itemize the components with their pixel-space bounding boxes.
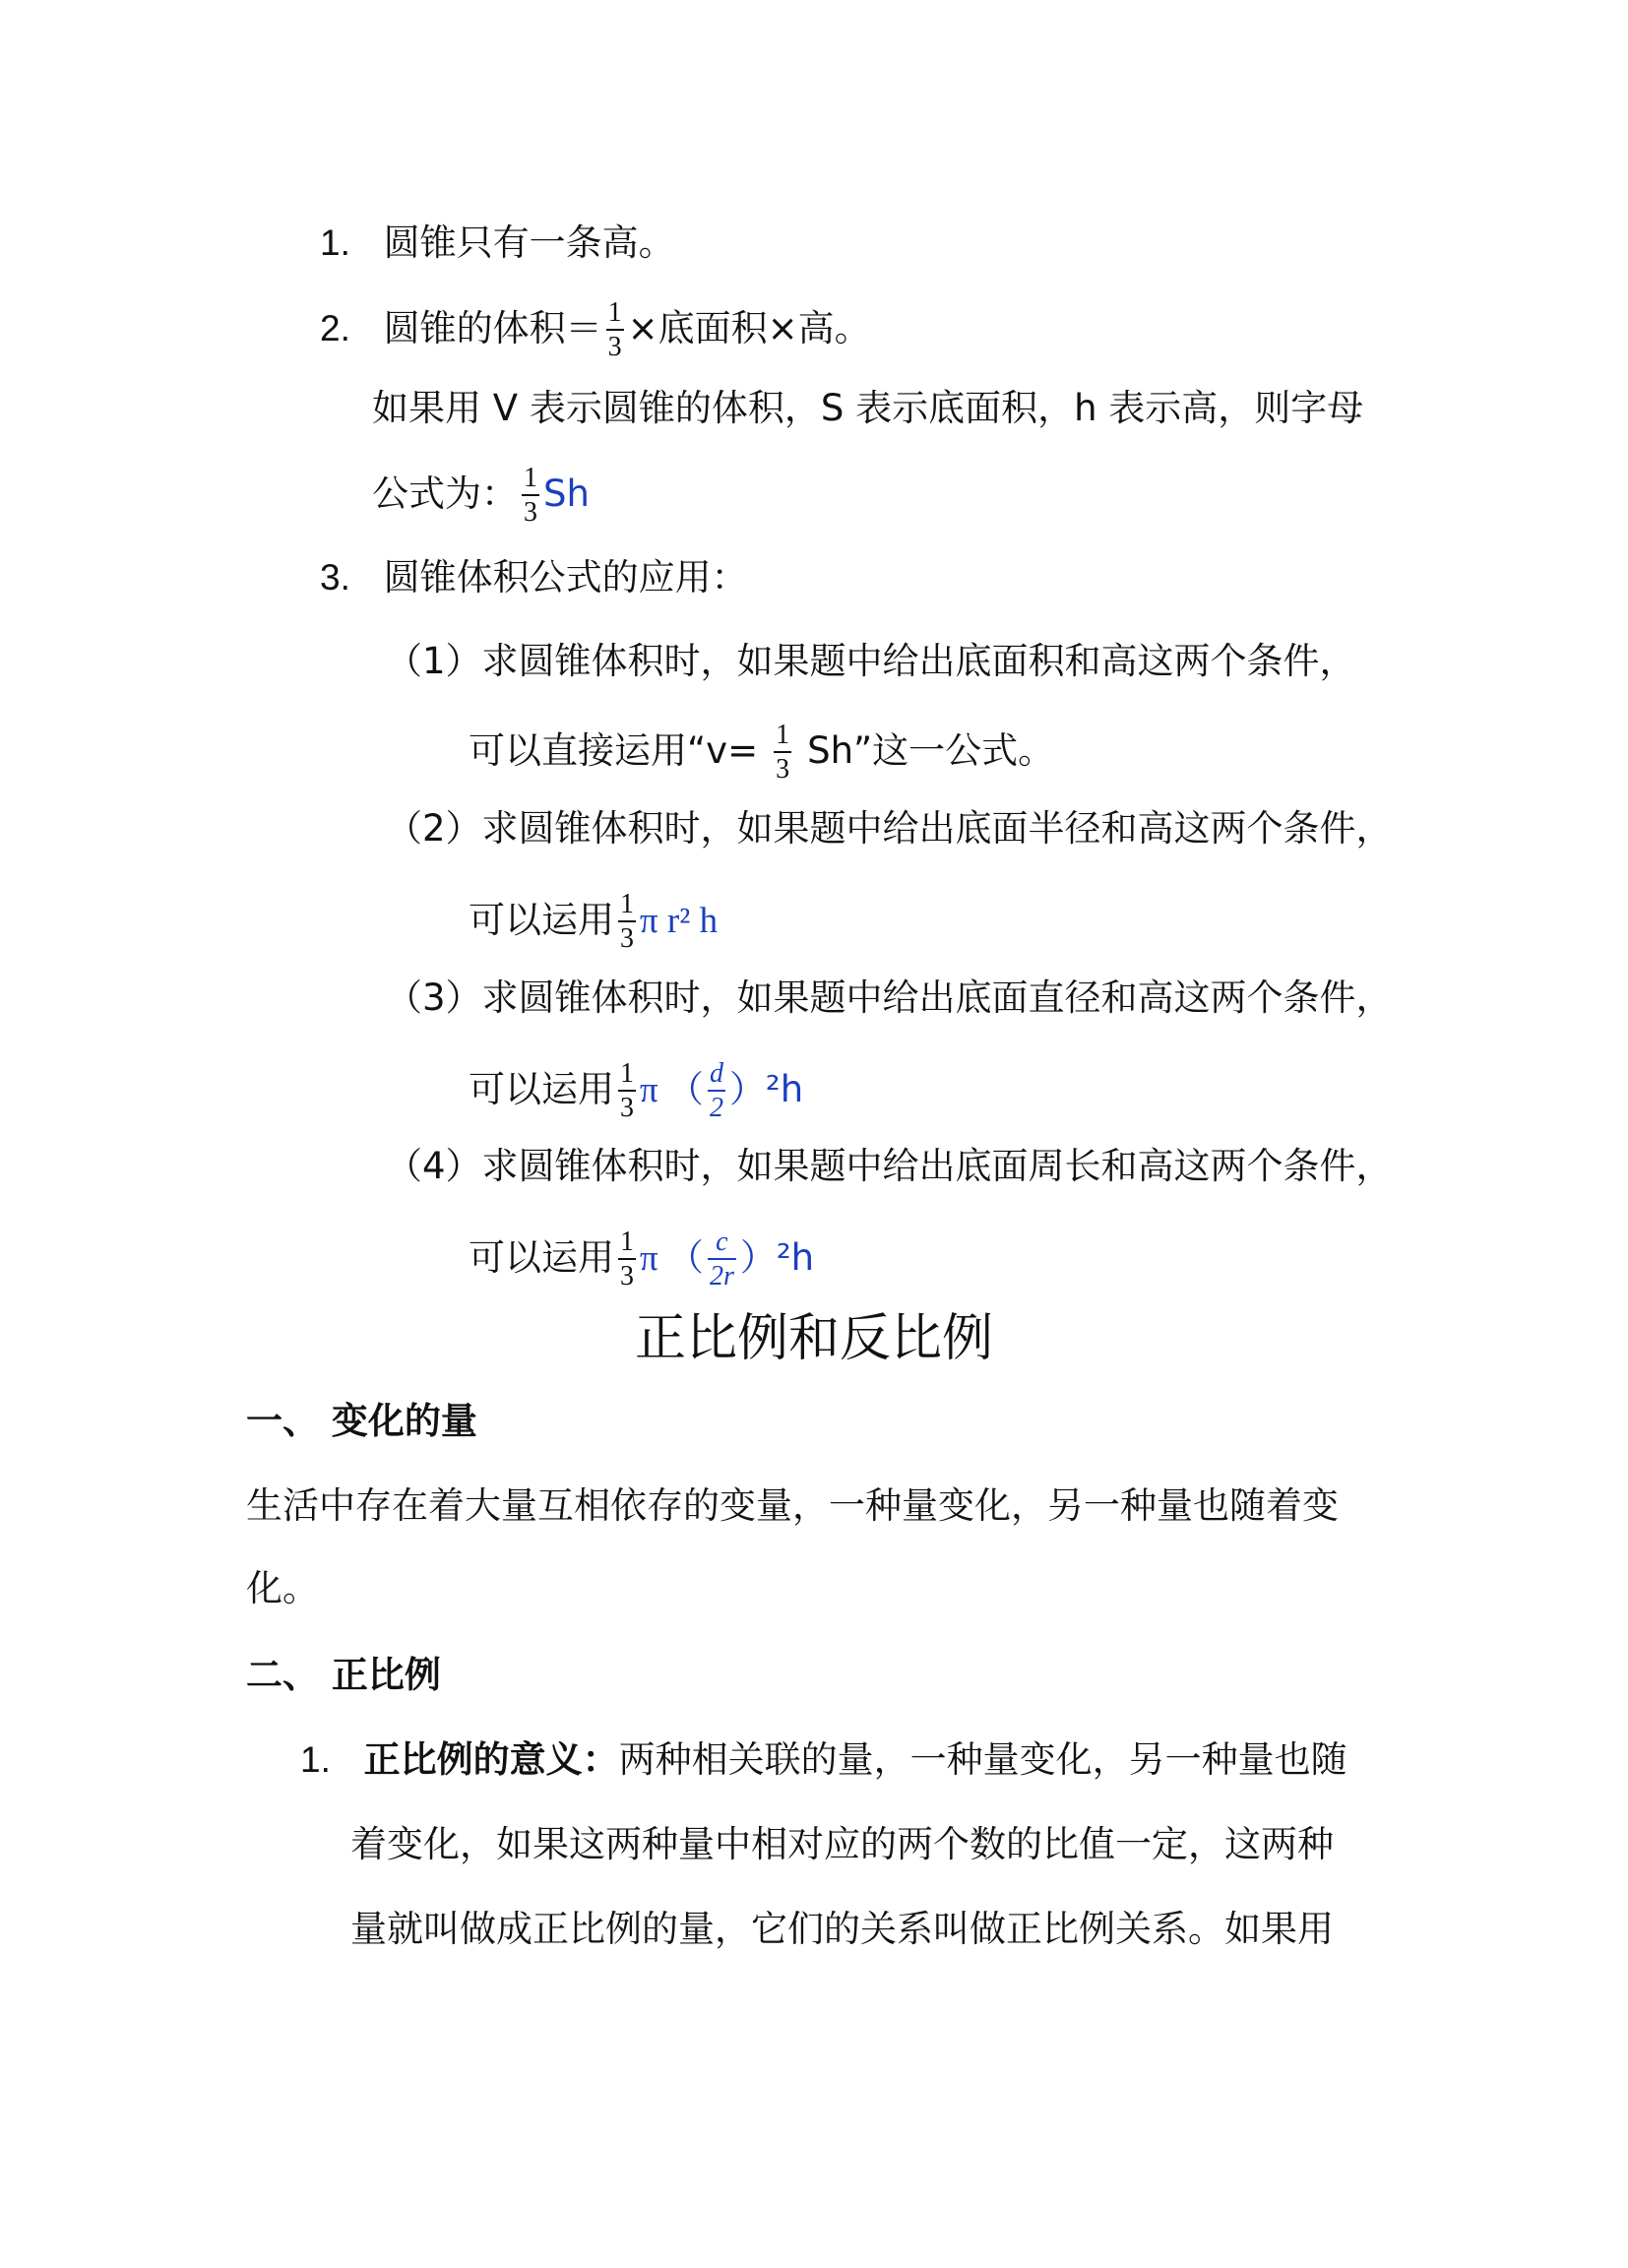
application-1-line-2: 可以直接运用“v= $\frac{1}{3}$ Sh”这一公式。 xyxy=(469,720,1055,785)
item-text-post: ×底面积×高。 xyxy=(627,307,871,349)
section-2-item-1-line-3: 量就叫做成正比例的量，它们的关系叫做正比例关系。如果用 xyxy=(350,1908,1334,1950)
fraction-one-third: $\frac{1}{3}$ xyxy=(776,720,790,785)
fraction-d-over-2: $\frac{d}{2}$ xyxy=(709,1058,723,1123)
section-1-paragraph-line-1: 生活中存在着大量互相依存的变量，一种量变化，另一种量也随着变 xyxy=(246,1484,1339,1527)
section-2-heading: 二、 正比例 xyxy=(246,1654,441,1696)
section-1-paragraph-line-2: 化。 xyxy=(246,1567,319,1609)
term-label: 正比例的意义： xyxy=(363,1738,619,1781)
fraction-one-third: $\frac{1}{3}$ xyxy=(607,297,622,362)
formula-pi-r2-h: π r² h xyxy=(640,901,719,941)
formula-sh: Sh xyxy=(543,472,590,515)
fraction-one-third: $\frac{1}{3}$ xyxy=(620,889,634,954)
item-number: 1. xyxy=(320,222,350,263)
section-2-item-1-line-2: 着变化，如果这两种量中相对应的两个数的比值一定，这两种 xyxy=(350,1823,1334,1865)
item-number: 1. xyxy=(300,1739,331,1780)
item-text: 圆锥体积公式的应用： xyxy=(383,556,748,598)
list-item-2 xyxy=(320,299,871,361)
application-3-line-2: 可以运用 $\frac{1}{3}$ π （ $\frac{d}{2}$ ）²h xyxy=(469,1058,804,1123)
item-number: 2. xyxy=(320,308,350,348)
fraction-one-third: $\frac{1}{3}$ xyxy=(620,1058,634,1123)
application-4-line-2: 可以运用 $\frac{1}{3}$ π （ $\frac{c}{2r}$ ）²h xyxy=(469,1227,815,1292)
application-4-line-1: （4）求圆锥体积时，如果题中给出底面周长和高这两个条件， xyxy=(386,1145,1393,1187)
item-text: 圆锥的体积＝ xyxy=(383,307,602,349)
section-2-item-1-line-1: 1. 正比例的意义：两种相关联的量，一种量变化，另一种量也随 xyxy=(300,1738,1347,1781)
application-3-line-1: （3）求圆锥体积时，如果题中给出底面直径和高这两个条件， xyxy=(386,976,1393,1019)
application-label: （4） xyxy=(386,1145,482,1187)
page-title: 正比例和反比例 xyxy=(634,1309,993,1368)
section-1-heading: 一、 变化的量 xyxy=(246,1400,477,1442)
application-label: （2） xyxy=(386,807,482,850)
list-item-1 xyxy=(320,221,675,265)
fraction-one-third: $\frac{1}{3}$ xyxy=(524,463,537,528)
item-text: 圆锥只有一条高。 xyxy=(383,221,675,264)
fraction-c-over-2r: $\frac{c}{2r}$ xyxy=(709,1227,734,1292)
fraction-one-third: $\frac{1}{3}$ xyxy=(620,1227,634,1292)
list-item-3 xyxy=(320,556,748,599)
application-2-line-1: （2）求圆锥体积时，如果题中给出底面半径和高这两个条件， xyxy=(386,807,1393,850)
application-1-line-1: （1）求圆锥体积时，如果题中给出底面积和高这两个条件， xyxy=(386,640,1356,682)
formula-note-line-2: 公式为： $\frac{1}{3}$ Sh xyxy=(372,463,590,528)
formula-note-line-1: 如果用 V 表示圆锥的体积，S 表示底面积，h 表示高，则字母 xyxy=(372,387,1364,429)
application-label: （1） xyxy=(386,640,482,682)
application-label: （3） xyxy=(386,976,482,1019)
item-number: 3. xyxy=(320,557,350,598)
application-2-line-2: 可以运用 $\frac{1}{3}$ π r² h xyxy=(469,889,719,954)
